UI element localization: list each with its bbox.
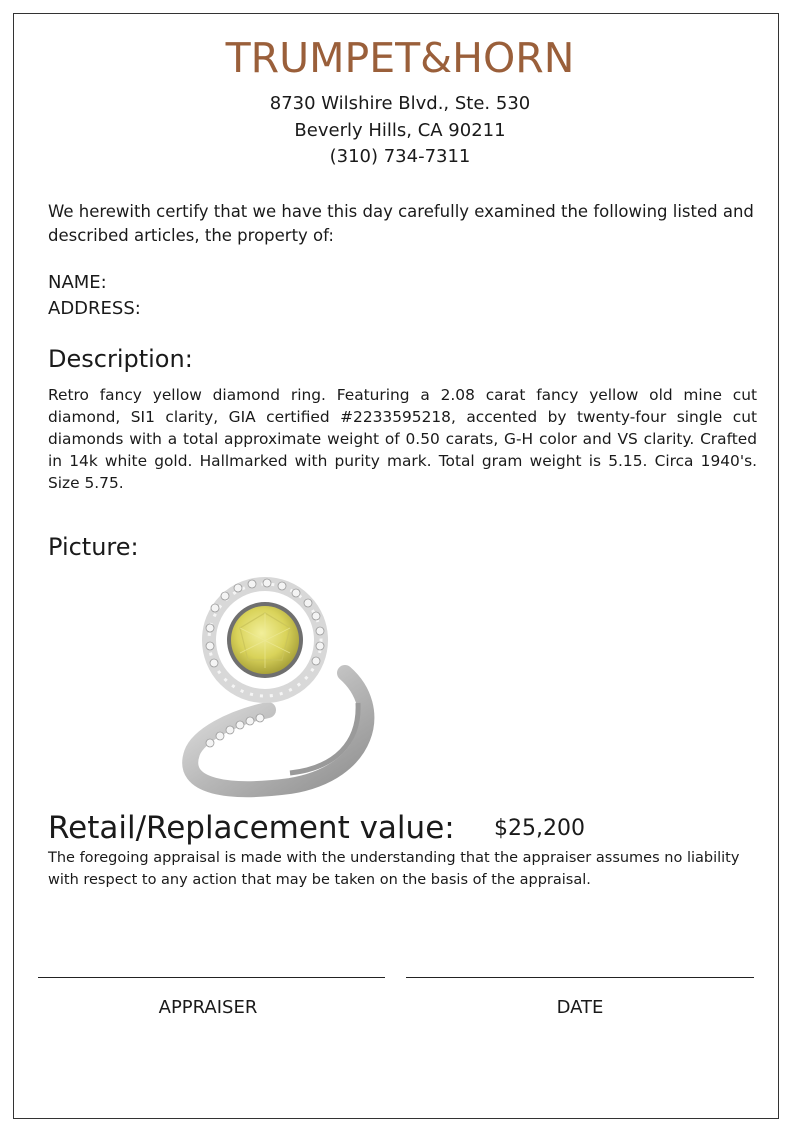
certificate-border (13, 13, 779, 1119)
address-street: 8730 Wilshire Blvd., Ste. 530 (269, 93, 531, 114)
brand-logo: TRUMPET&HORN (225, 34, 575, 82)
certification-statement: We herewith certify that we have this day carefully examined the following listed and described articles, the property of: (48, 202, 754, 245)
date-label: DATE (556, 997, 604, 1018)
ring-image (170, 568, 410, 808)
date-signature-line (406, 977, 754, 978)
name-label: NAME: (48, 272, 107, 293)
appraiser-signature-line (38, 977, 385, 978)
description-heading: Description: (48, 345, 193, 373)
appraiser-label: APPRAISER (158, 997, 258, 1018)
description-text: Retro fancy yellow diamond ring. Featuring a 2.08 carat fancy yellow old mine cut diamond, SI1 clarity, GIA certified #2233595218, accented by twenty-four single cut diamonds with a total approximate weight of 0.50 carats, G-H color and VS clarity. Crafted in 14k white gold. Hallmarked with purity mark. Total gram weight is 5.15. Circa 1940's. Size 5.75. (48, 386, 757, 492)
disclaimer-text: The foregoing appraisal is made with the understanding that the appraiser assumes no liability with respect to any action that may be taken on the basis of the appraisal. (48, 850, 740, 888)
value-label: Retail/Replacement value: (48, 810, 455, 846)
picture-heading: Picture: (48, 533, 139, 561)
address-city: Beverly Hills, CA 90211 (294, 120, 506, 141)
value-amount: $25,200 (494, 816, 585, 841)
address-label: ADDRESS: (48, 298, 141, 319)
address-phone: (310) 734-7311 (329, 146, 471, 167)
